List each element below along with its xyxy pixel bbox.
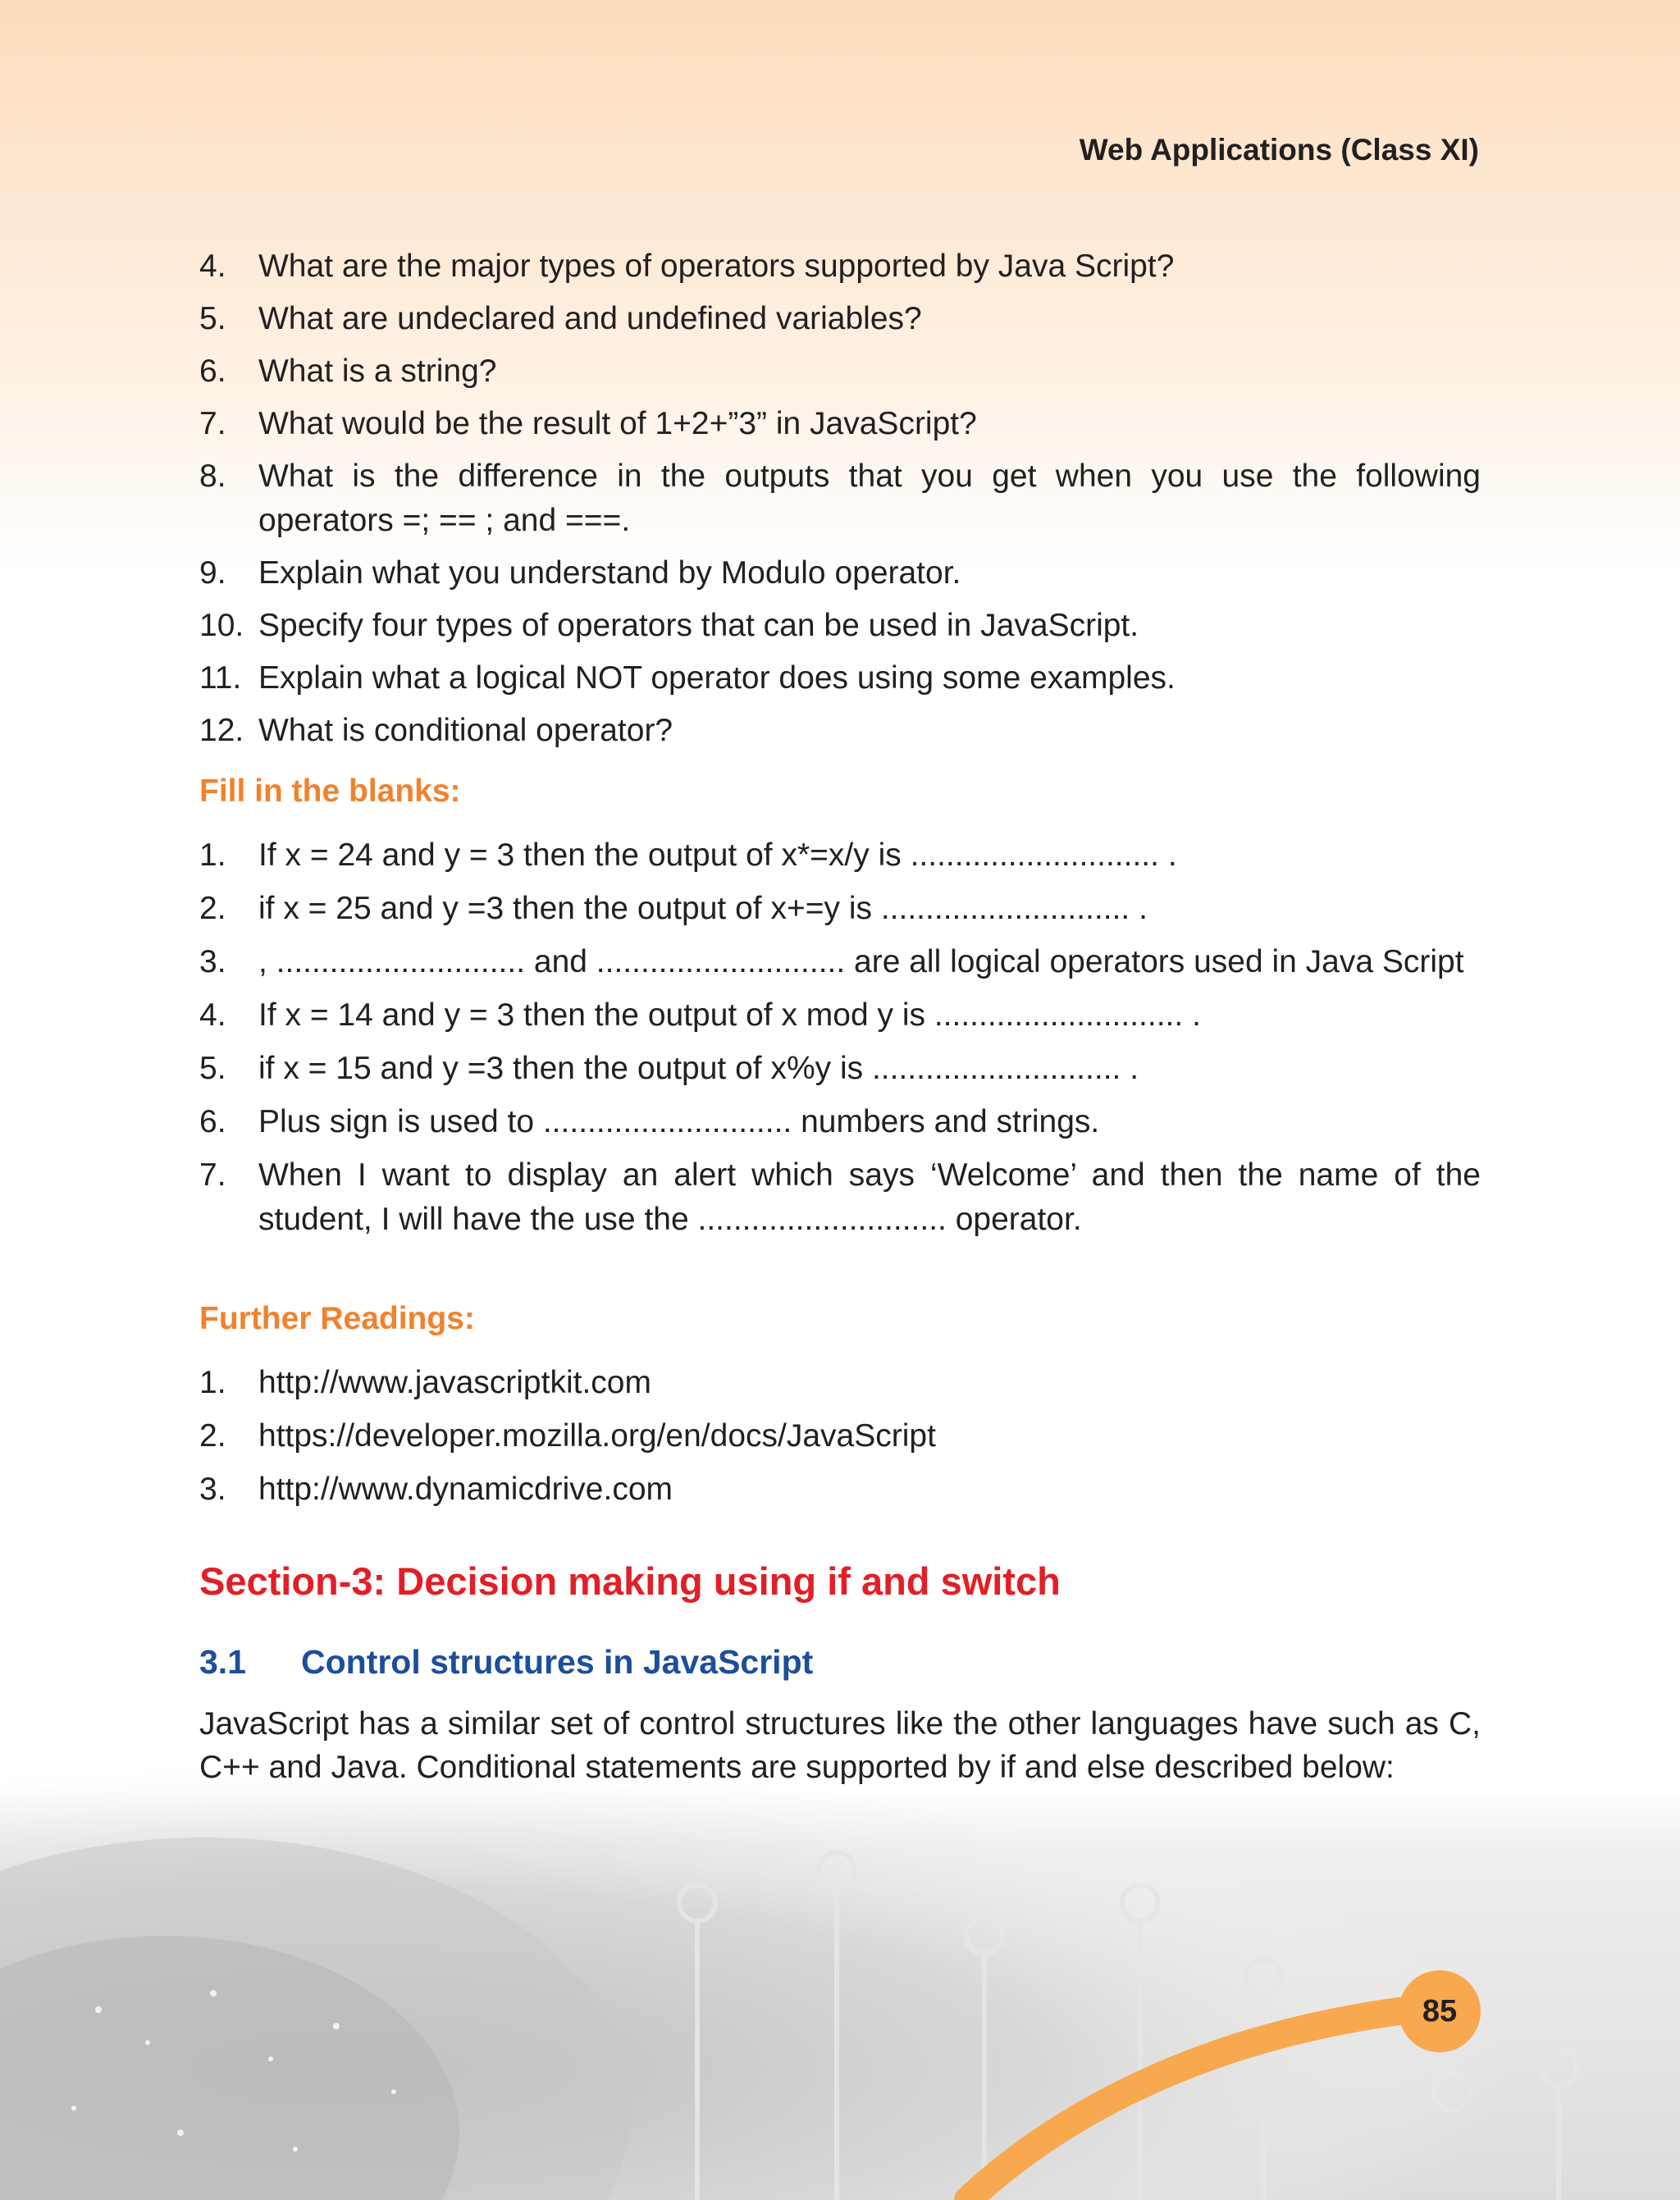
item-number: 1. xyxy=(199,1365,226,1400)
subsection-heading xyxy=(199,1643,813,1682)
item-number: 12. xyxy=(199,713,244,748)
reading-link[interactable]: http://www.dynamicdrive.com xyxy=(258,1472,673,1507)
subsection-number: 3.1 xyxy=(199,1643,246,1681)
page-number-badge: 85 xyxy=(1399,1970,1481,2052)
list-item xyxy=(199,1414,1481,1458)
list-item xyxy=(199,402,1481,446)
item-number: 3. xyxy=(199,944,226,979)
item-text: If x = 24 and y = 3 then the output of x*=x/y is ............................ . xyxy=(258,838,1177,873)
list-item xyxy=(199,709,1481,753)
item-text: What would be the result of 1+2+”3” in JavaScript? xyxy=(258,406,977,441)
item-text: Explain what you understand by Modulo operator. xyxy=(258,555,961,591)
item-text: If x = 14 and y = 3 then the output of x mod y is ............................ . xyxy=(258,997,1201,1033)
item-text: Explain what a logical NOT operator does using some examples. xyxy=(258,660,1176,696)
reading-link[interactable]: http://www.javascriptkit.com xyxy=(258,1365,651,1400)
item-text: What are undeclared and undefined variables? xyxy=(258,301,922,336)
item-number: 6. xyxy=(199,1104,226,1139)
list-item xyxy=(199,887,1481,931)
list-item xyxy=(199,656,1481,701)
section-title: Section-3: Decision making using if and switch xyxy=(199,1559,1061,1603)
list-item xyxy=(199,833,1481,878)
item-text: if x = 15 and y =3 then the output of x%y is ............................ . xyxy=(258,1051,1139,1086)
item-number: 10. xyxy=(199,608,244,643)
item-number: 6. xyxy=(199,354,226,389)
list-item xyxy=(199,349,1481,394)
item-text: if x = 25 and y =3 then the output of x+=y is ............................ . xyxy=(258,891,1148,926)
list-item xyxy=(199,604,1481,648)
fill-blanks-heading: Fill in the blanks: xyxy=(199,774,461,809)
running-header: Web Applications (Class XI) xyxy=(1079,133,1479,167)
further-readings-heading: Further Readings: xyxy=(199,1301,475,1336)
list-item xyxy=(199,297,1481,341)
item-number: 4. xyxy=(199,249,226,284)
item-text: What is conditional operator? xyxy=(258,713,673,748)
reading-link[interactable]: https://developer.mozilla.org/en/docs/JavaScript xyxy=(258,1418,936,1454)
list-item xyxy=(199,993,1481,1038)
item-text: When I want to display an alert which says ‘Welcome’ and then the name of the student, I will have the use the ............................ operator. xyxy=(258,1157,1481,1237)
item-number: 5. xyxy=(199,1051,226,1086)
item-number: 5. xyxy=(199,301,226,336)
item-number: 1. xyxy=(199,838,226,873)
item-text: What is the difference in the outputs that you get when you use the following operators =; == ; and ===. xyxy=(258,459,1481,538)
list-item xyxy=(199,940,1481,984)
review-questions-list xyxy=(199,244,1481,753)
item-number: 7. xyxy=(199,1157,226,1193)
item-text: Plus sign is used to ............................ numbers and strings. xyxy=(258,1104,1100,1139)
item-number: 4. xyxy=(199,997,226,1033)
item-text: What are the major types of operators supported by Java Script? xyxy=(258,249,1175,284)
fill-blanks-list xyxy=(199,833,1481,1242)
further-readings-list xyxy=(199,1361,1481,1512)
list-item xyxy=(199,454,1481,543)
item-text: What is a string? xyxy=(258,354,497,389)
list-item xyxy=(199,1153,1481,1242)
item-number: 2. xyxy=(199,1418,226,1454)
item-number: 7. xyxy=(199,406,226,441)
list-item xyxy=(199,1361,1481,1405)
item-number: 3. xyxy=(199,1472,226,1507)
list-item xyxy=(199,1047,1481,1091)
body-paragraph: JavaScript has a similar set of control structures like the other languages have such as C, C++ and Java. Conditional statements are supported by if and else described below: xyxy=(199,1706,1481,1785)
list-item xyxy=(199,551,1481,596)
list-item xyxy=(199,1100,1481,1144)
item-text: Specify four types of operators that can be used in JavaScript. xyxy=(258,608,1139,643)
list-item xyxy=(199,1467,1481,1512)
item-number: 9. xyxy=(199,555,226,591)
list-item xyxy=(199,244,1481,289)
item-text: , ............................ and ............................ are all logical operators used in Java Script xyxy=(258,944,1464,979)
item-number: 2. xyxy=(199,891,226,926)
item-number: 8. xyxy=(199,459,226,494)
subsection-title: Control structures in JavaScript xyxy=(301,1643,814,1681)
item-number: 11. xyxy=(199,660,242,696)
